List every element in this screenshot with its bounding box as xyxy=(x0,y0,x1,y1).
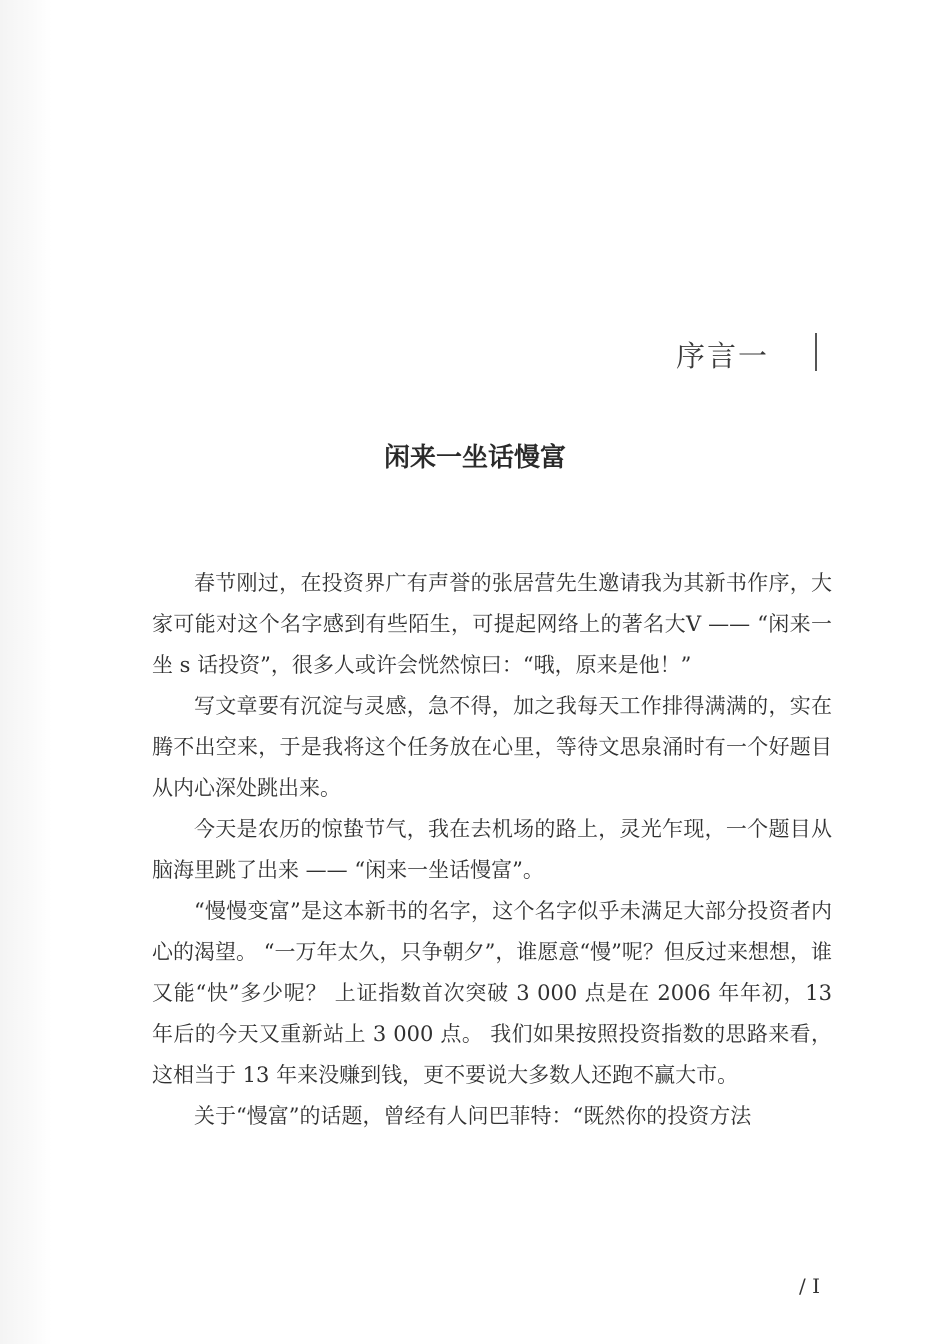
page-number: / I xyxy=(799,1274,820,1298)
section-divider xyxy=(815,333,817,371)
paragraph: 春节刚过，在投资界广有声誉的张居营先生邀请我为其新书作序，大家可能对这个名字感到有些陌生，可提起网络上的著名大V —— “闲来一坐 s 话投资”，很多人或许会恍然惊曰：“哦，原来是他！” xyxy=(152,571,832,677)
paragraph: “慢慢变富”是这本新书的名字，这个名字似乎未满足大部分投资者内心的渴望。 “一万年太久，只争朝夕”，谁愿意“慢”呢？但反过来想想，谁又能“快”多少呢？ 上证指数首次突破 3 000 点是在 2006 年年初，13 年后的今天又重新站上 3 000 点。 我们如果按照投资指数的思路来看，这相当于 13 年来没赚到钱，更不要说大多数人还跑不赢大市。 xyxy=(152,899,832,1087)
paragraph: 写文章要有沉淀与灵感，急不得，加之我每天工作排得满满的，实在腾不出空来，于是我将这个任务放在心里，等待文思泉涌时有一个好题目从内心深处跳出来。 xyxy=(152,694,832,800)
chapter-title: 闲来一坐话慢富 xyxy=(383,443,566,473)
body-text xyxy=(152,563,832,1137)
section-label: 序言一 xyxy=(676,339,770,373)
paragraph: 今天是农历的惊蛰节气，我在去机场的路上，灵光乍现，一个题目从脑海里跳了出来 —— “闲来一坐话慢富”。 xyxy=(152,817,832,882)
paragraph: 关于“慢富”的话题，曾经有人问巴菲特：“既然你的投资方法 xyxy=(194,1104,752,1128)
page-edge-shadow xyxy=(0,0,52,1344)
